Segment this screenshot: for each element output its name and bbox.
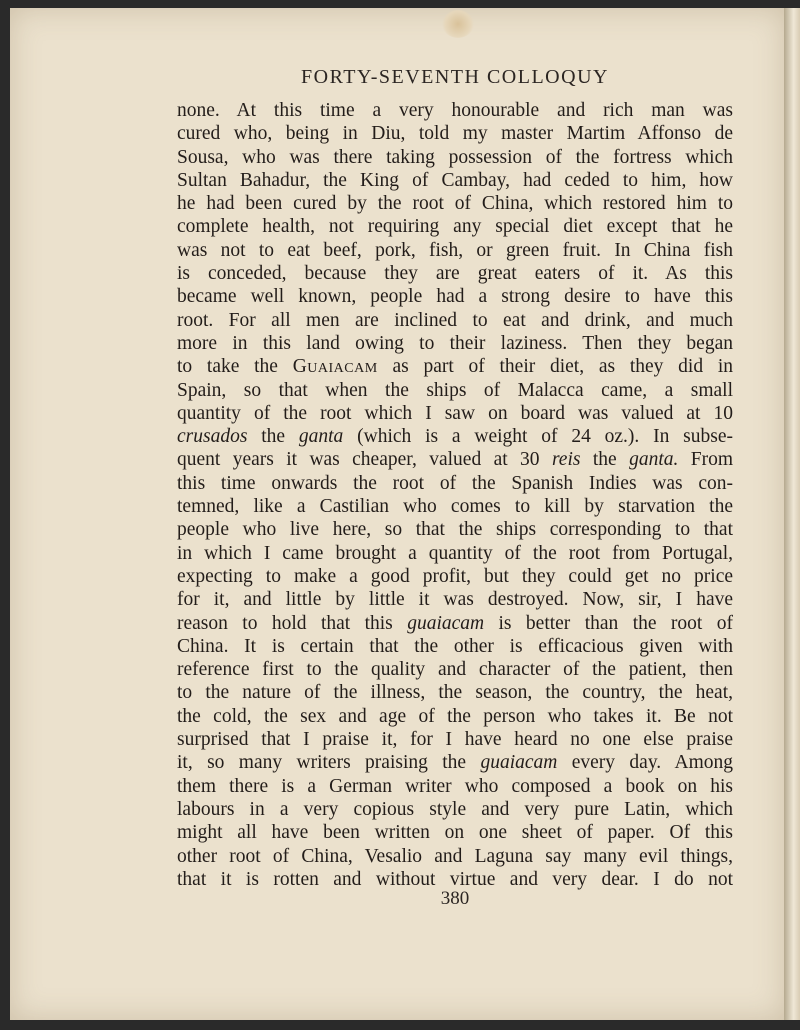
text-run: complete health, not requiring any special diet except that he: [177, 216, 733, 238]
text-run: as part of their diet, as they did in: [377, 356, 733, 378]
text-run: he had been cured by the root of China, which restored him to: [177, 193, 733, 215]
text-line: [177, 262, 733, 285]
text-run: Sousa, who was there taking possession of the fortress which: [177, 146, 733, 168]
text-run: to the nature of the illness, the season, the country, the heat,: [177, 682, 733, 704]
italic-text: reis: [551, 449, 581, 471]
text-run: this time onwards the root of the Spanish Indies was con-: [177, 472, 733, 494]
text-run: to take the: [177, 356, 293, 378]
text-line: [177, 355, 733, 378]
text-line: [177, 379, 733, 402]
text-run: that it is rotten and without virtue and very dear. I do not: [177, 868, 733, 890]
paper-stain: [442, 10, 474, 38]
text-run: expecting to make a good profit, but they could get no price: [177, 565, 733, 587]
text-line: [177, 681, 733, 704]
text-line: [177, 728, 733, 751]
text-line: [177, 169, 733, 192]
text-run: quantity of the root which I saw on board was valued at 10: [177, 402, 733, 424]
text-line: [177, 798, 733, 821]
text-run: them there is a German writer who composed a book on his: [177, 775, 733, 797]
text-line: [177, 122, 733, 145]
text-run: reason to hold that this: [177, 612, 408, 634]
text-line: [177, 658, 733, 681]
text-line: [177, 239, 733, 262]
text-run: reference first to the quality and character of the patient, then: [177, 659, 733, 681]
text-line: [177, 472, 733, 495]
text-run: Spain, so that when the ships of Malacca came, a small: [177, 379, 733, 401]
italic-text: ganta: [298, 426, 344, 448]
text-run: root. For all men are inclined to eat and drink, and much: [177, 309, 733, 331]
text-line: [177, 425, 733, 448]
text-line: [177, 612, 733, 635]
text-line: [177, 332, 733, 355]
text-run: the: [247, 426, 299, 448]
text-run: was not to eat beef, pork, fish, or green fruit. In China fish: [177, 239, 733, 261]
text-run: every day. Among: [557, 752, 733, 774]
text-run: it, so many writers praising the: [177, 752, 481, 774]
text-run: surprised that I praise it, for I have heard no one else praise: [177, 729, 733, 751]
text-run: quent years it was cheaper, valued at 30: [177, 449, 552, 471]
text-run: From: [678, 449, 733, 471]
text-run: (which is a weight of 24 oz.). In subse-: [343, 426, 733, 448]
italic-text: guaiacam: [480, 752, 558, 774]
text-line: [177, 309, 733, 332]
text-line: [177, 402, 733, 425]
text-run: Sultan Bahadur, the King of Cambay, had ceded to him, how: [177, 169, 733, 191]
text-line: [177, 285, 733, 308]
text-run: became well known, people had a strong desire to have this: [177, 286, 733, 308]
body-text: [177, 99, 733, 891]
text-run: none. At this time a very honourable and rich man was: [177, 100, 733, 121]
text-line: [177, 588, 733, 611]
italic-text: crusados: [177, 426, 248, 448]
text-line: [177, 845, 733, 868]
small-caps-text: Guaiacam: [292, 356, 378, 378]
text-run: for it, and little by little it was destroyed. Now, sir, I have: [177, 589, 733, 611]
text-run: labours in a very copious style and very pure Latin, which: [177, 798, 733, 820]
text-line: [177, 215, 733, 238]
text-run: more in this land owing to their laziness. Then they began: [177, 332, 733, 354]
text-line: [177, 192, 733, 215]
text-run: temned, like a Castilian who comes to kill by starvation the: [177, 496, 733, 518]
text-run: cured who, being in Diu, told my master Martim Affonso de: [177, 123, 733, 145]
italic-text: guaiacam: [407, 612, 485, 634]
text-line: [177, 775, 733, 798]
page-number: 380: [440, 888, 470, 909]
text-line: [177, 565, 733, 588]
text-run: China. It is certain that the other is efficacious given with: [177, 635, 733, 657]
text-line: [177, 146, 733, 169]
text-run: is conceded, because they are great eaters of it. As this: [177, 263, 733, 285]
text-run: the cold, the sex and age of the person who takes it. Be not: [177, 705, 733, 727]
text-line: [177, 751, 733, 774]
text-line: [177, 448, 733, 471]
text-run: is better than the root of: [484, 612, 733, 634]
text-line: [177, 495, 733, 518]
text-line: [177, 705, 733, 728]
text-run: in which I came brought a quantity of the root from Portugal,: [177, 542, 733, 564]
text-line: [177, 99, 733, 122]
page-edge: [784, 8, 800, 1020]
text-run: people who live here, so that the ships corresponding to that: [177, 519, 733, 541]
running-head: FORTY-SEVENTH COLLOQUY: [301, 66, 609, 88]
text-line: [177, 518, 733, 541]
text-run: the: [580, 449, 630, 471]
text-run: other root of China, Vesalio and Laguna say many evil things,: [177, 845, 733, 867]
italic-text: ganta.: [629, 449, 679, 471]
text-run: might all have been written on one sheet of paper. Of this: [177, 822, 733, 844]
text-line: [177, 821, 733, 844]
text-line: [177, 542, 733, 565]
text-line: [177, 635, 733, 658]
